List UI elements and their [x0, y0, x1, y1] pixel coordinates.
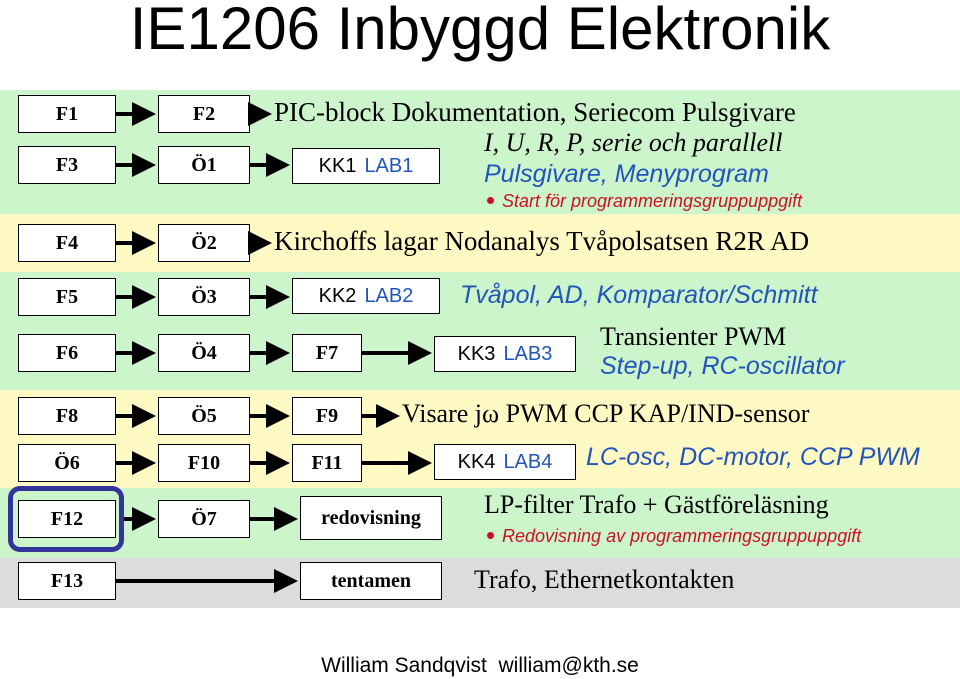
row8-bullet: Redovisning av programmeringsgruppuppgift [487, 526, 861, 547]
exercise-box-o7: Ö7 [158, 500, 250, 538]
row2-bullet: Start för programmeringsgruppuppgift [487, 191, 802, 212]
kk1-lab1-box [292, 148, 440, 184]
row8-topic: LP-filter Trafo + Gästföreläsning [484, 490, 829, 519]
lecture-box-f7: F7 [292, 334, 362, 372]
exercise-box-o4: Ö4 [158, 334, 250, 372]
lab3-label: LAB3 [503, 342, 553, 365]
row7-topic: LC-osc, DC-motor, CCP PWM [586, 443, 920, 471]
kk3-label: KK3 [457, 342, 496, 365]
lecture-box-f2: F2 [158, 95, 250, 133]
kk2-lab2-box [292, 278, 440, 314]
lecture-box-f4: F4 [18, 224, 116, 262]
author-name: William Sandqvist [321, 654, 487, 677]
kk1-label: KK1 [318, 154, 357, 177]
lab2-label: LAB2 [364, 284, 414, 307]
lecture-box-f11: F11 [292, 444, 362, 482]
row5-topic-b: Step-up, RC-oscillator [600, 352, 845, 380]
lecture-box-f3: F3 [18, 146, 116, 184]
row9-topic: Trafo, Ethernetkontakten [474, 565, 735, 594]
row4-topic: Tvåpol, AD, Komparator/Schmitt [460, 281, 818, 309]
lab1-label: LAB1 [364, 154, 414, 177]
row6-topic: Visare jω PWM CCP KAP/IND-sensor [402, 399, 810, 428]
lab4-label: LAB4 [503, 450, 553, 473]
exercise-box-o5: Ö5 [158, 397, 250, 435]
row2-topic-b: Pulsgivare, Menyprogram [484, 160, 769, 188]
lecture-box-f13: F13 [18, 562, 116, 600]
kk3-lab3-box [434, 336, 576, 372]
lecture-box-f8: F8 [18, 397, 116, 435]
page-title: IE1206 Inbyggd Elektronik [129, 0, 831, 62]
row1-topic: PIC-block Dokumentation, Seriecom Pulsgivare [274, 97, 796, 127]
redovisning-box: redovisning [300, 496, 442, 540]
kk4-lab4-box [434, 444, 576, 480]
lecture-box-f5: F5 [18, 278, 116, 316]
row5-topic-a: Transienter PWM [600, 322, 787, 351]
lecture-box-f9: F9 [292, 397, 362, 435]
exercise-box-o3: Ö3 [158, 278, 250, 316]
exercise-box-o6: Ö6 [18, 444, 116, 482]
lecture-box-f1: F1 [18, 95, 116, 133]
footer [0, 654, 960, 678]
row2-topic-a: I, U, R, P, serie och parallell [484, 128, 783, 157]
bullet-icon [487, 532, 494, 539]
author-email: william@kth.se [498, 654, 639, 677]
kk2-label: KK2 [318, 284, 357, 307]
tentamen-box: tentamen [300, 562, 442, 600]
exercise-box-o2: Ö2 [158, 224, 250, 262]
bullet-icon [487, 197, 494, 204]
exercise-box-o1: Ö1 [158, 146, 250, 184]
kk4-label: KK4 [457, 450, 496, 473]
lecture-box-f12: F12 [18, 500, 116, 538]
row3-topic: Kirchoffs lagar Nodanalys Tvåpolsatsen R2R AD [274, 226, 810, 256]
lecture-box-f10: F10 [158, 444, 250, 482]
lecture-box-f6: F6 [18, 334, 116, 372]
